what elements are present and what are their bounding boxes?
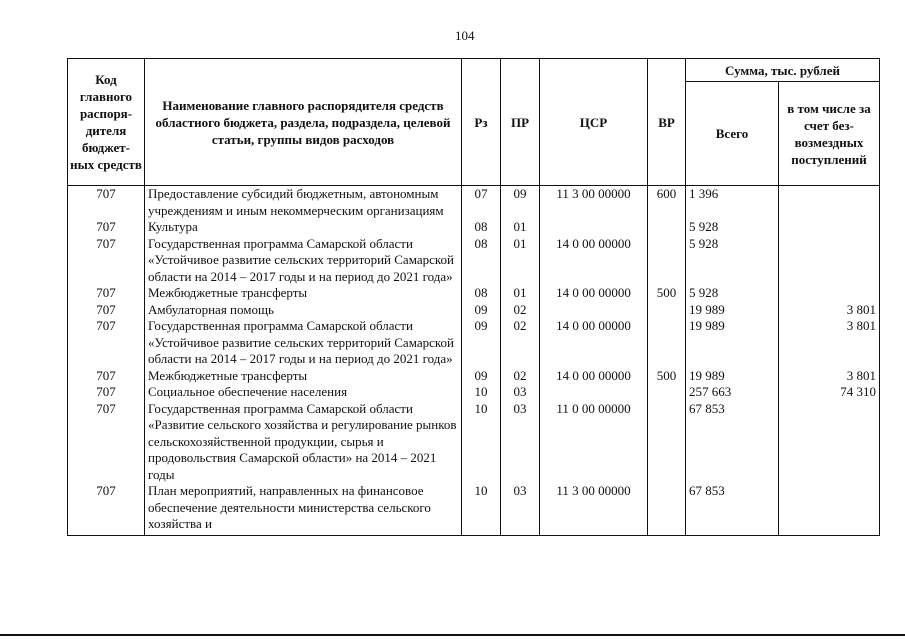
header-rz: Рз: [462, 59, 501, 186]
cell-vr: [648, 236, 686, 286]
cell-total: 19 989: [686, 368, 779, 385]
cell-code: 707: [68, 368, 145, 385]
cell-pr: 03: [501, 483, 540, 536]
cell-code: 707: [68, 186, 145, 220]
cell-pr: 01: [501, 236, 540, 286]
cell-pr: 01: [501, 219, 540, 236]
cell-name: Межбюджетные трансферты: [145, 368, 462, 385]
header-pr: ПР: [501, 59, 540, 186]
cell-code: 707: [68, 401, 145, 484]
cell-vr: [648, 483, 686, 536]
cell-pr: 03: [501, 401, 540, 484]
cell-total: 67 853: [686, 401, 779, 484]
table-row: [68, 236, 880, 286]
cell-free: [779, 285, 880, 302]
cell-rz: 08: [462, 219, 501, 236]
cell-free: [779, 219, 880, 236]
cell-pr: 01: [501, 285, 540, 302]
header-code: Код главного распоря-дителя бюджет-ных средств: [68, 59, 145, 186]
cell-pr: 09: [501, 186, 540, 220]
cell-code: 707: [68, 219, 145, 236]
cell-rz: 10: [462, 384, 501, 401]
header-total: Всего: [686, 82, 779, 186]
cell-code: 707: [68, 236, 145, 286]
header-csr: ЦСР: [540, 59, 648, 186]
cell-csr: [540, 302, 648, 319]
cell-vr: 500: [648, 368, 686, 385]
cell-csr: 11 3 00 00000: [540, 483, 648, 536]
cell-total: 257 663: [686, 384, 779, 401]
cell-name: Амбулаторная помощь: [145, 302, 462, 319]
cell-csr: 14 0 00 00000: [540, 236, 648, 286]
cell-rz: 08: [462, 236, 501, 286]
cell-total: 5 928: [686, 285, 779, 302]
cell-total: 5 928: [686, 219, 779, 236]
cell-free: [779, 186, 880, 220]
header-vr: ВР: [648, 59, 686, 186]
cell-rz: 09: [462, 318, 501, 368]
cell-total: 67 853: [686, 483, 779, 536]
table-row: [68, 384, 880, 401]
cell-vr: [648, 219, 686, 236]
cell-total: 5 928: [686, 236, 779, 286]
cell-vr: 500: [648, 285, 686, 302]
table-row: [68, 285, 880, 302]
cell-total: 1 396: [686, 186, 779, 220]
cell-name: Государственная программа Самарской области «Устойчивое развитие сельских территорий Самарской области на 2014 – 2017 годы и на период до 2021 года»: [145, 318, 462, 368]
cell-rz: 09: [462, 368, 501, 385]
cell-vr: [648, 318, 686, 368]
cell-free: 74 310: [779, 384, 880, 401]
bottom-rule: [0, 634, 905, 636]
page-number-text: 104: [455, 28, 475, 43]
cell-vr: [648, 302, 686, 319]
cell-name: Предоставление субсидий бюджетным, автономным учреждениям и иным некоммерческим организациям: [145, 186, 462, 220]
cell-vr: 600: [648, 186, 686, 220]
table-row: [68, 219, 880, 236]
header-sum: Сумма, тыс. рублей: [686, 59, 880, 82]
header-free: в том числе за счет без-возмездных поступлений: [779, 82, 880, 186]
table-row: [68, 483, 880, 536]
cell-pr: 02: [501, 368, 540, 385]
header-name: Наименование главного распорядителя средств областного бюджета, раздела, подраздела, целевой статьи, группы видов расходов: [145, 59, 462, 186]
cell-free: 3 801: [779, 302, 880, 319]
cell-csr: 14 0 00 00000: [540, 368, 648, 385]
cell-rz: 10: [462, 401, 501, 484]
cell-free: [779, 483, 880, 536]
cell-pr: 03: [501, 384, 540, 401]
cell-free: [779, 236, 880, 286]
cell-total: 19 989: [686, 318, 779, 368]
table-row: [68, 318, 880, 368]
cell-total: 19 989: [686, 302, 779, 319]
cell-code: 707: [68, 483, 145, 536]
cell-pr: 02: [501, 318, 540, 368]
cell-free: [779, 401, 880, 484]
table-row: [68, 302, 880, 319]
budget-table: [67, 58, 880, 536]
table-row: [68, 401, 880, 484]
cell-name: Культура: [145, 219, 462, 236]
cell-name: Межбюджетные трансферты: [145, 285, 462, 302]
cell-csr: 14 0 00 00000: [540, 318, 648, 368]
table-row: [68, 368, 880, 385]
cell-free: 3 801: [779, 368, 880, 385]
cell-rz: 08: [462, 285, 501, 302]
cell-code: 707: [68, 384, 145, 401]
cell-free: 3 801: [779, 318, 880, 368]
cell-csr: [540, 219, 648, 236]
cell-code: 707: [68, 285, 145, 302]
cell-csr: 11 0 00 00000: [540, 401, 648, 484]
cell-name: Государственная программа Самарской области «Развитие сельского хозяйства и регулирование рынков сельскохозяйственной продукции, сырья и продовольствия Самарской области» на 2014 – 2021 годы: [145, 401, 462, 484]
cell-csr: 11 3 00 00000: [540, 186, 648, 220]
cell-code: 707: [68, 302, 145, 319]
table-row: [68, 186, 880, 220]
cell-name: Государственная программа Самарской области «Устойчивое развитие сельских территорий Самарской области на 2014 – 2017 годы и на период до 2021 года»: [145, 236, 462, 286]
cell-pr: 02: [501, 302, 540, 319]
cell-rz: 09: [462, 302, 501, 319]
cell-name: План мероприятий, направленных на финансовое обеспечение деятельности министерства сельского хозяйства и: [145, 483, 462, 536]
cell-rz: 07: [462, 186, 501, 220]
cell-rz: 10: [462, 483, 501, 536]
cell-vr: [648, 401, 686, 484]
cell-vr: [648, 384, 686, 401]
cell-name: Социальное обеспечение населения: [145, 384, 462, 401]
cell-csr: 14 0 00 00000: [540, 285, 648, 302]
cell-code: 707: [68, 318, 145, 368]
cell-csr: [540, 384, 648, 401]
